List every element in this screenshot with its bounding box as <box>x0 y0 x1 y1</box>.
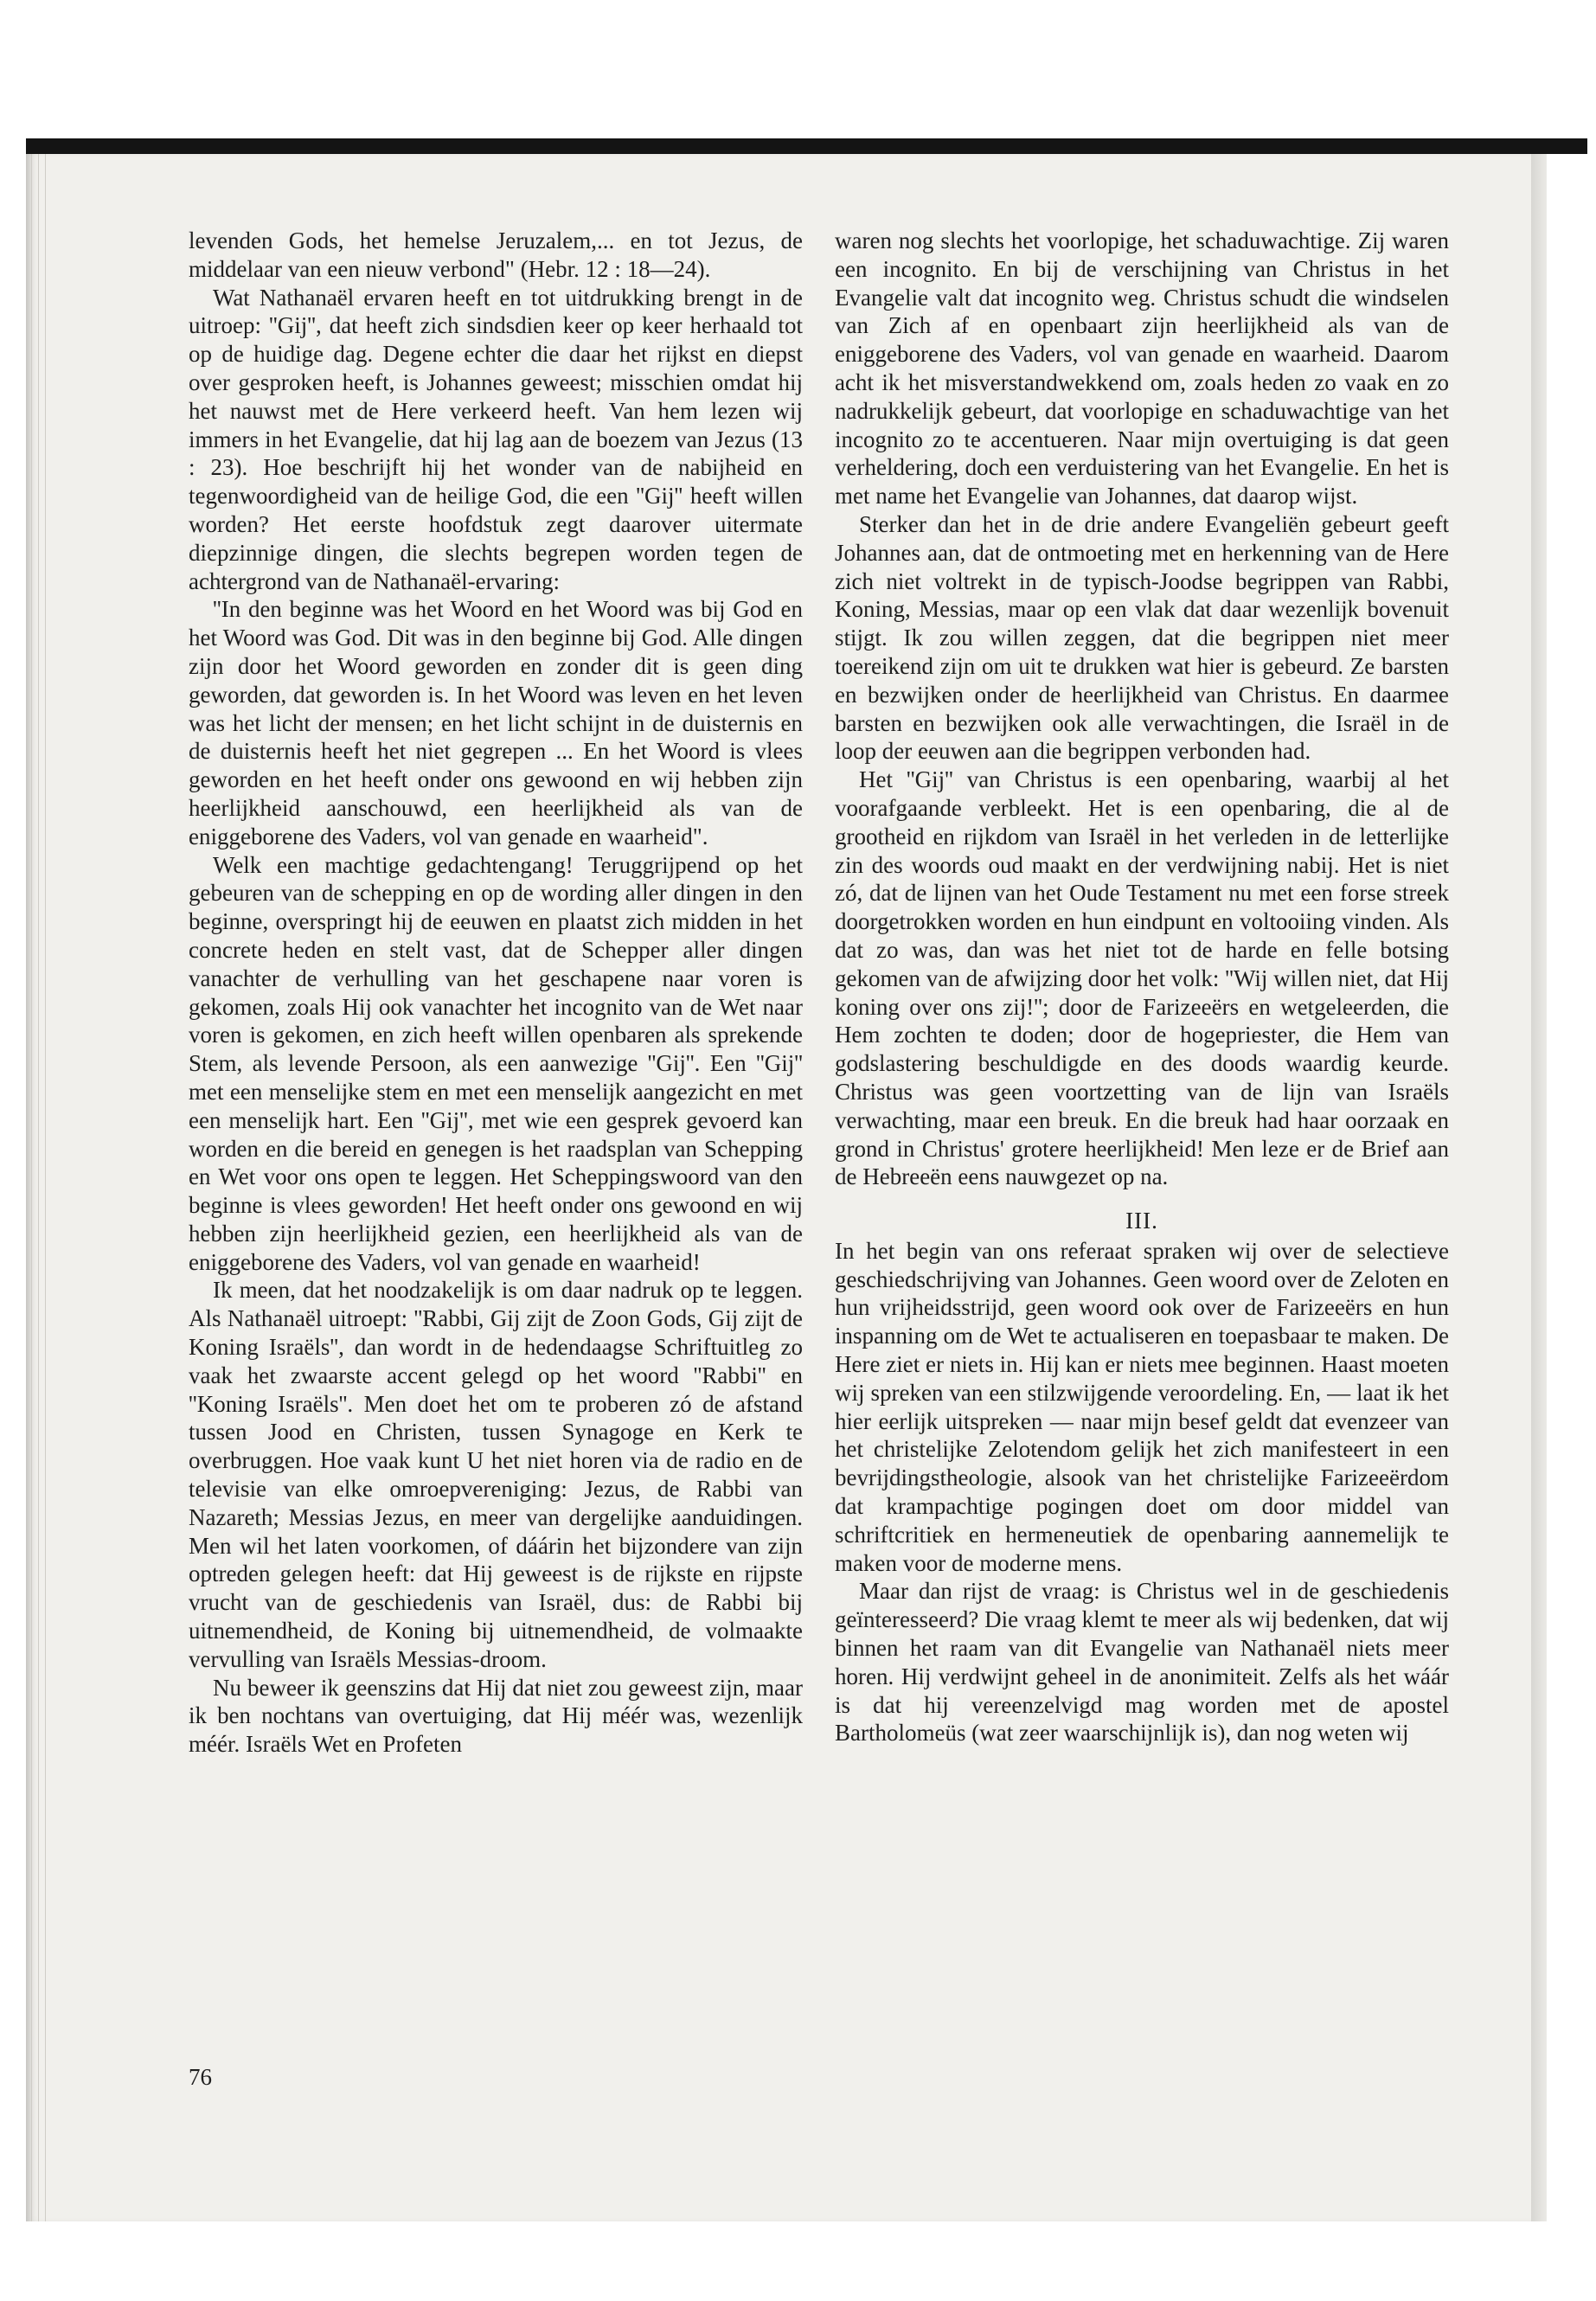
paragraph: Nu beweer ik geenszins dat Hij dat niet zou geweest zijn, maar ik ben nochtans van overtuiging, dat Hij méér was, wezenlijk méér. Israëls Wet en Profeten <box>189 1674 803 1758</box>
paragraph: Sterker dan het in de drie andere Evangeliën gebeurt geeft Johannes aan, dat de ontmoeting met en herkenning van de Here zich niet voltrekt in de typisch-Joodse begrippen van Rabbi, Koning, Messias, maar op een vlak dat daar wezenlijk bovenuit stijgt. Ik zou willen zeggen, dat die begrippen niet meer toereikend zijn om uit te drukken wat hier is gebeurd. Ze barsten en bezwijken onder de heerlijkheid van Christus. En daarmee barsten en bezwijken ook alle verwachtingen, die Israël in de loop der eeuwen aan die begrippen verbonden had. <box>835 510 1449 765</box>
paragraph: levenden Gods, het hemelse Jeruzalem,... en tot Jezus, de middelaar van een nieuw verbond" (Hebr. 12 : 18—24). <box>189 228 803 282</box>
paragraph: Het ''Gij'' van Christus is een openbaring, waarbij al het voorafgaande verbleekt. Het is een openbaring, die al de grootheid en rijkdom van Israël in het verleden in de letterlijke zin des woords oud maakt en der verdwijning nabij. Het is niet zó, dat de lijnen van het Oude Testament nu met een forse streek doorgetrokken worden en hun eindpunt en voltooiing vinden. Als dat zo was, dan was het niet tot de harde en felle botsing gekomen van de afwijzing door het volk: ''Wij willen niet, dat Hij koning over ons zij!''; door de Farizeeërs en wetgeleerden, die Hem zochten te doden; door de hogepriester, die Hem van godslastering beschuldigde en des doods waardig keurde. Christus was geen voortzetting van de lijn van Israëls verwachting, maar een breuk. En die breuk had haar oorzaak en grond in Christus' grotere heerlijkheid! Men leze er de Brief aan de Hebreeën eens nauwgezet op na. <box>835 766 1449 1190</box>
page-number: 76 <box>189 2064 212 2090</box>
paragraph: Ik meen, dat het noodzakelijk is om daar nadruk op te leggen. Als Nathanaël uitroept: ''Rabbi, Gij zijt de Zoon Gods, Gij zijt de Koning Israëls'', dan wordt in de hedendaagse Schriftuitleg zo vaak het zwaarste accent gelegd op het woord ''Rabbi'' en ''Koning Israëls''. Men doet het om te proberen zó de afstand tussen Jood en Christen, tussen Synagoge en Kerk te overbruggen. Hoe vaak kunt U het niet horen via de radio en de televisie van elke omroepvereniging: Jezus, de Rabbi van Nazareth; Messias Jezus, en meer van dergelijke aanduidingen. Men wil het laten voorkomen, of dáárin het bijzondere van zijn optreden gelegen heeft: dat Hij geweest is de rijkste en rijpste vrucht van de geschiedenis van Israël, dus: de Rabbi bij uitnemendheid, de Koning bij uitnemendheid, de volmaakte vervulling van Israëls Messias-droom. <box>189 1277 803 1672</box>
page-edge-line <box>31 154 32 2221</box>
paragraph: Wat Nathanaël ervaren heeft en tot uitdrukking brengt in de uitroep: ''Gij'', dat heeft zich sindsdien keer op keer herhaald tot op de huidige dag. Degene echter die daar het rijkst en diepst over gesproken heeft, is Johannes geweest; misschien omdat hij het nauwst met de Here verkeerd heeft. Van hem lezen wij immers in het Evangelie, dat hij lag aan de boezem van Jezus (13 : 23). Hoe beschrijft hij het wonder van de nabijheid en tegenwoordigheid van de heilige God, die een ''Gij'' heeft willen worden? Het eerste hoofdstuk zegt daarover uitermate diepzinnige dingen, die slechts begrepen worden tegen de achtergrond van de Nathanaël-ervaring: <box>189 284 803 594</box>
page-edge-line <box>38 154 39 2221</box>
section-heading: III. <box>1125 1208 1158 1234</box>
left-text-column <box>189 227 803 1759</box>
paragraph: In het begin van ons referaat spraken wij over de selectieve geschiedschrijving van Johannes. Geen woord over de Zeloten en hun vrijheidsstrijd, geen woord ook over de Farizeeërs en hun inspanning om de Wet te actualiseren en toepasbaar te maken. De Here ziet er niets in. Hij kan er niets mee beginnen. Haast moeten wij spreken van een stilzwijgende veroordeling. En, — laat ik het hier eerlijk uitspreken — naar mijn besef geldt dat evenzeer van het christelijke Zelotendom gelijk het zich manifesteert in een bevrijdingstheologie, alsook van het christelijke Farizeeërdom dat krampachtige pogingen doet om door middel van schriftcritiek en hermeneutiek de openbaring aannemelijk te maken voor de moderne mens. <box>835 1237 1449 1576</box>
paragraph: Welk een machtige gedachtengang! Teruggrijpend op het gebeuren van de schepping en op de wording aller dingen in den beginne, overspringt hij de eeuwen en plaatst zich midden in het concrete heden en stelt vast, dat de Schepper aller dingen vanachter de verhulling van het geschapene naar voren is gekomen, zoals Hij ook vanachter het incognito van de Wet naar voren is gekomen, en zich heeft willen openbaren als sprekende Stem, als levende Persoon, als een aanwezige ''Gij''. Een ''Gij'' met een menselijke stem en met een menselijk aangezicht en met een menselijk hart. Een ''Gij'', met wie een gesprek gevoerd kan worden en die bereid en genegen is het raadsplan van Schepping en Wet voor ons open te leggen. Het Scheppingswoord van den beginne is vlees geworden! Het heeft onder ons gewoond en wij hebben zijn heerlijkheid gezien, een heerlijkheid als van de eniggeborene des Vaders, vol van genade en waarheid! <box>189 851 803 1275</box>
paragraph: Maar dan rijst de vraag: is Christus wel in de geschiedenis geïnteresseerd? Die vraag klemt te meer als wij bedenken, dat wij binnen het raam van dit Evangelie van Nathanaël niets meer horen. Hij verdwijnt geheel in de anonimiteit. Zelfs als het wáár is dat hij vereenzelvigd mag worden met de apostel Bartholomeüs (wat zeer waarschijnlijk is), dan nog weten wij <box>835 1578 1449 1747</box>
quotation-paragraph: ''In den beginne was het Woord en het Woord was bij God en het Woord was God. Dit was in den beginne bij God. Alle dingen zijn door het Woord geworden en zonder dit is geen ding geworden, dat geworden is. In het Woord was leven en het leven was het licht der mensen; en het licht schijnt in de duisternis en de duisternis heeft het niet gegrepen ... En het Woord is vlees geworden en het heeft onder ons gewoond en wij hebben zijn heerlijkheid aanschouwd, een heerlijkheid als van de eniggeborene des Vaders, vol van genade en waarheid". <box>189 596 803 849</box>
page-right-edge <box>1531 154 1547 2221</box>
scan-top-border <box>26 138 1587 154</box>
right-text-column <box>835 227 1449 1747</box>
paragraph: waren nog slechts het voorlopige, het schaduwachtige. Zij waren een incognito. En bij de verschijning van Christus in het Evangelie valt dat incognito weg. Christus schudt die windselen van Zich af en openbaart zijn heerlijkheid als van de eniggeborene des Vaders, vol van genade en waarheid. Daarom acht ik het misverstandwekkend om, zoals heden zo vaak en zo nadrukkelijk gebeurt, dat voorlopige en schaduwachtige van het incognito zo te accentueren. Naar mijn overtuiging is dat geen verheldering, doch een verduistering van het Evangelie. En het is met name het Evangelie van Johannes, dat daarop wijst. <box>835 228 1449 510</box>
page-edge-line <box>45 154 46 2221</box>
